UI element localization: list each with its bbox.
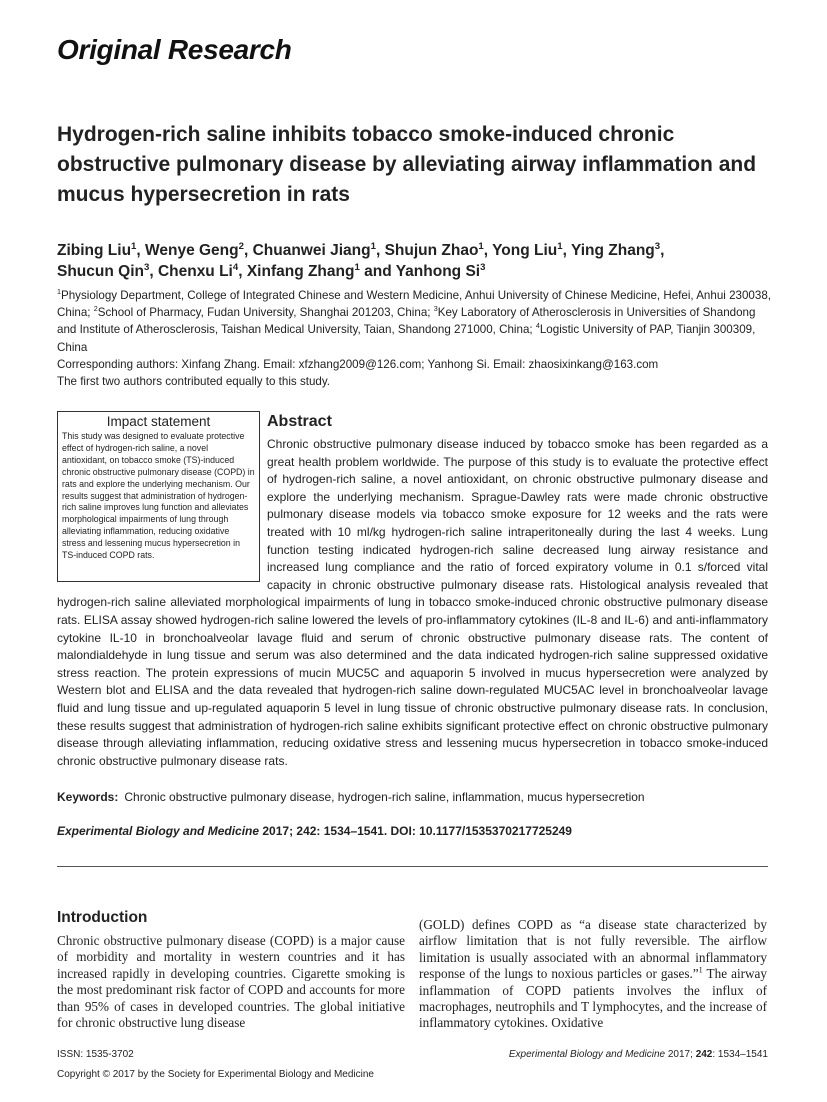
author-list: Zibing Liu$^1$, Wenye Geng$^2$, Chuanwei Jiang$^1$, Shujun Zhao$^1$, Yong Liu$^1$, Ying Zhang$^3$, Shucun Qin$^3$, Chenxu Li$^4$, Xinfang Zhang$^1$ and Yanhong Si$^3$ — [57, 240, 665, 280]
affiliation-marker: 2 — [93, 304, 98, 314]
impact-statement-heading: Impact statement — [106, 414, 211, 429]
intro-text: (GOLD) defines COPD as “a disease state characterized by airflow limitation that is not fully reversible. The airflow limitation is usually associated with an abnormal inflammatory response of the lungs to noxious particles or gases.” — [419, 917, 767, 982]
author-name: Chuanwei Jiang — [252, 242, 371, 259]
abstract-text: Chronic obstructive pulmonary disease induced by tobacco smoke has been regarded as a great health problem worldwide. The purpose of this study is to evaluate the protective effect of hydrogen-rich saline, a novel antioxidant, on chronic obstructive pulmonary disease and explore the underlying mechanism. Sprague-Dawley rats were made chronic obstructive pulmonary disease models via tobacco smoke exposure for 12 weeks and the rats were treated with 10 ml/kg hydrogen-rich saline intraperitoneally during the last 4 weeks. Lung function testing indicated hydrogen-rich saline decreased lung airway resistance and increased lung compliance and the ratio of forced expiratory volume in 0.1 s/forced vital capacity in chronic obstructive pulmonary disease rats. Histological analysis revealed that hydrogen-rich saline alleviated morphological impairments of lung in tobacco smoke-induced chronic obstructive pulmonary disease rats. ELISA assay showed hydrogen-rich saline lowered the levels of pro-inflammatory cytokines (IL-8 and IL-6) and anti-inflammatory cytokine IL-10 in bronchoalveolar lavage fluid and serum of chronic obstructive pulmonary disease rats. The content of malondialdehyde in lung tissue and serum was also determined and the data indicated hydrogen-rich saline suppressed oxidative stress reaction. The protein expressions of mucin MUC5C and aquaporin 5 involved in mucus hypersecretion were analyzed by Western blot and ELISA and the data revealed that hydrogen-rich saline down-regulated MUC5AC level in bronchoalveolar lavage fluid and lung tissue and up-regulated aquaporin 5 level in lung tissue of chronic obstructive pulmonary disease rats. In conclusion, these results suggest that administration of hydrogen-rich saline exhibits significant protective effect on chronic obstructive pulmonary disease through alleviating inflammation, reducing oxidative stress and lessening mucus hypersecretion in tobacco smoke-induced chronic obstructive pulmonary disease rats. — [57, 437, 768, 768]
keywords-text: Chronic obstructive pulmonary disease, hydrogen-rich saline, inflammation, mucus hypersecretion — [124, 790, 645, 804]
footer-year: 2017; — [665, 1049, 696, 1060]
footer-issn: ISSN: 1535-3702 — [57, 1049, 134, 1060]
equal-contribution-note: The first two authors contributed equally to this study. — [57, 375, 331, 389]
affiliation-text: School of Pharmacy, Fudan University, Shanghai 201203, China; — [97, 306, 434, 320]
author-affiliation-marker: 4 — [232, 261, 239, 273]
author-affiliation-marker: 1 — [370, 240, 376, 252]
corresponding-authors: Corresponding authors: Xinfang Zhang. Email: xfzhang2009@126.com; Yanhong Si. Email: zhaosixinkang@163.com — [57, 357, 659, 371]
affiliation-marker: 4 — [535, 321, 540, 331]
divider — [57, 866, 768, 867]
author-affiliation-marker: 1 — [557, 240, 563, 252]
citation-details: 2017; 242: 1534–1541. DOI: 10.1177/1535370217725249 — [259, 824, 572, 838]
author-name: Yong Liu — [492, 242, 558, 259]
author-name: Chenxu Li — [157, 263, 233, 280]
author-name: Wenye Geng — [145, 242, 239, 259]
abstract-block — [57, 411, 768, 770]
author-name: Yanhong Si — [395, 263, 481, 280]
author-affiliation-marker: 3 — [143, 261, 150, 273]
keywords-label: Keywords: — [57, 790, 119, 804]
impact-statement-text: This study was designed to evaluate protective effect of hydrogen-rich saline, a novel antioxidant, on tobacco smoke (TS)-induced chronic obstructive pulmonary disease (COPD) in rats and explore the underlying mechanism. Our results suggest that administration of hydrogen-rich saline improves lung function and alleviates morphological impairments of lung through alleviating inflammation, reducing oxidative stress and lessening mucus hypersecretion in TS-induced COPD rats. — [62, 431, 255, 561]
affiliation-marker: 1 — [57, 287, 61, 297]
footer-volume: 242 — [695, 1049, 713, 1060]
abstract-heading: Abstract — [267, 413, 332, 430]
section-label: Original Research — [57, 34, 292, 65]
citation-journal: Experimental Biology and Medicine — [57, 824, 260, 838]
keywords — [57, 790, 645, 804]
affiliation-text: Key Laboratory of Atherosclerosis in Universities of Shandong and Institute of Atherosclerosis, Taishan Medical University, Taian, Shandong 271000, China; — [57, 306, 756, 337]
introduction-column-2 — [419, 917, 767, 1032]
reference-link[interactable]: 1 — [698, 965, 703, 975]
author-affiliation-marker: 1 — [354, 261, 360, 273]
affiliation-marker: 3 — [433, 304, 438, 314]
author-affiliation-marker: 2 — [238, 240, 244, 252]
author-name: Shucun Qin — [57, 263, 144, 280]
affiliation-text: Physiology Department, College of Integrated Chinese and Western Medicine, Anhui University of Chinese Medicine, Hefei, Anhui 230038, China; — [57, 289, 771, 320]
author-affiliation-marker: 3 — [654, 240, 661, 252]
introduction-heading: Introduction — [57, 909, 148, 926]
author-affiliation-marker: 1 — [131, 240, 137, 252]
footer-journal — [509, 1049, 768, 1060]
affiliation-list — [57, 287, 777, 356]
article-title: Hydrogen-rich saline inhibits tobacco smoke-induced chronic obstructive pulmonary disease by alleviating airway inflammation and mucus hypersecretion in rats — [57, 123, 757, 206]
author-name: Zibing Liu — [57, 242, 132, 259]
author-name: Ying Zhang — [570, 242, 655, 259]
introduction-column-1: Chronic obstructive pulmonary disease (COPD) is a major cause of morbidity and mortality in western countries and it has increased rapidly in developing countries. Cigarette smoking is the most predominant risk factor of COPD and accounts for more than 95% of cases in developed countries. The global initiative for chronic obstructive lung disease — [57, 933, 405, 1031]
author-affiliation-marker: 1 — [478, 240, 484, 252]
affiliation-text: Logistic University of PAP, Tianjin 300309, China — [57, 323, 756, 354]
intro-text: The airway inflammation of COPD patients involves the influx of macrophages, neutrophils and T lymphocytes, and the increase of inflammatory cytokines. Oxidative — [419, 966, 767, 1031]
affiliations — [57, 287, 777, 390]
footer-journal-name: Experimental Biology and Medicine — [508, 1049, 666, 1060]
footer-copyright: Copyright © 2017 by the Society for Experimental Biology and Medicine — [57, 1069, 374, 1080]
author-affiliation-marker: 3 — [480, 261, 486, 273]
author-name: Shujun Zhao — [384, 242, 479, 259]
author-name: Xinfang Zhang — [246, 263, 355, 280]
footer-pages: : 1534–1541 — [712, 1049, 768, 1060]
impact-statement-box — [57, 411, 260, 582]
citation — [57, 824, 572, 838]
